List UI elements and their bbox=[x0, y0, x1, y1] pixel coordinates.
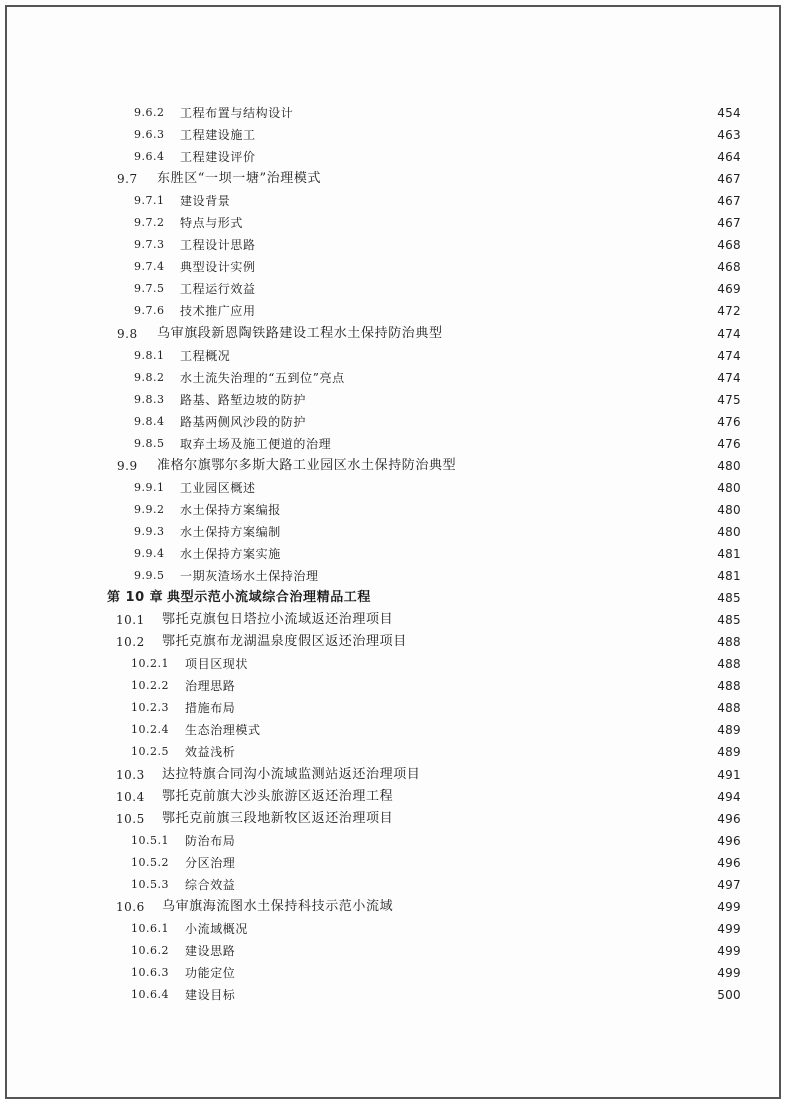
entry-title: 建设目标 bbox=[185, 988, 236, 1002]
entry-title: 准格尔旗鄂尔多斯大路工业园区水土保持防治典型 bbox=[157, 457, 457, 473]
entry-number: 9.9.4 bbox=[134, 547, 165, 560]
page-number: 496 bbox=[717, 833, 741, 848]
toc-entry bbox=[131, 719, 741, 741]
entry-title: 水土保持方案编制 bbox=[180, 524, 281, 539]
entry-title: 鄂托克前旗三段地新牧区返还治理项目 bbox=[162, 810, 394, 826]
page-number: 488 bbox=[717, 679, 741, 694]
entry-number: 10.2.3 bbox=[131, 701, 169, 715]
toc-entry bbox=[117, 323, 741, 345]
dot-leader bbox=[234, 345, 713, 367]
entry-title: 技术推广应用 bbox=[180, 304, 256, 319]
entry-title: 鄂托克前旗大沙头旅游区返还治理工程 bbox=[162, 788, 394, 804]
entry-title: 乌审旗段新恩陶铁路建设工程水土保持防治典型 bbox=[157, 325, 443, 341]
page-number: 481 bbox=[717, 569, 741, 584]
entry-number: 9.9.5 bbox=[134, 569, 165, 583]
entry-number: 10.5 bbox=[116, 811, 145, 826]
entry-number: 9.7.5 bbox=[134, 282, 165, 296]
toc-entry bbox=[134, 543, 741, 565]
toc-entry bbox=[131, 874, 741, 896]
toc-entry bbox=[134, 499, 741, 521]
page-number: 468 bbox=[717, 238, 741, 253]
entry-number: 10.2.2 bbox=[131, 679, 169, 693]
toc-entry bbox=[116, 896, 741, 918]
entry-title: 功能定位 bbox=[185, 965, 236, 980]
toc-entry bbox=[116, 786, 741, 808]
toc-entry bbox=[134, 411, 741, 433]
dot-leader bbox=[239, 984, 713, 1006]
entry-title: 鄂托克旗包日塔拉小流域返还治理项目 bbox=[162, 612, 394, 628]
page-number: 499 bbox=[717, 899, 741, 914]
entry-number: 9.8 bbox=[117, 326, 138, 341]
page-number: 491 bbox=[717, 767, 741, 782]
dot-leader bbox=[252, 918, 713, 940]
entry-title: 水土保持方案编报 bbox=[180, 502, 281, 517]
toc-entry bbox=[134, 433, 741, 455]
dot-leader bbox=[260, 300, 714, 322]
page-number: 467 bbox=[717, 172, 741, 187]
toc-entry bbox=[134, 124, 741, 146]
page-number: 476 bbox=[717, 414, 741, 429]
page-number: 474 bbox=[717, 326, 741, 341]
entry-number: 9.9.3 bbox=[134, 524, 165, 538]
entry-number: 9.6.4 bbox=[134, 150, 165, 164]
chapter-entry bbox=[107, 587, 741, 609]
dot-leader bbox=[310, 411, 713, 433]
page-number: 489 bbox=[717, 745, 741, 760]
toc-entry bbox=[116, 631, 741, 653]
toc-entry bbox=[131, 675, 741, 697]
dot-leader bbox=[325, 168, 713, 190]
entry-title: 路基、路堑边坡的防护 bbox=[180, 392, 307, 407]
dot-leader bbox=[239, 874, 713, 896]
entry-title: 工程设计思路 bbox=[180, 238, 256, 253]
entry-number: 9.7.2 bbox=[134, 216, 165, 230]
dot-leader bbox=[260, 278, 714, 300]
entry-number: 10.4 bbox=[116, 789, 145, 804]
dot-leader bbox=[239, 675, 713, 697]
entry-number: 9.8.3 bbox=[134, 392, 165, 406]
entry-title: 取弃土场及施工便道的治理 bbox=[180, 436, 332, 451]
toc-entry bbox=[134, 389, 741, 411]
page-number: 469 bbox=[717, 282, 741, 297]
page-number: 468 bbox=[717, 260, 741, 275]
entry-number: 9.8.5 bbox=[134, 436, 165, 450]
toc-entry bbox=[116, 764, 741, 786]
dot-leader bbox=[323, 565, 714, 587]
dot-leader bbox=[239, 852, 713, 874]
toc-entry bbox=[116, 808, 741, 830]
dot-leader bbox=[375, 587, 713, 609]
dot-leader bbox=[285, 543, 713, 565]
entry-number: 10.2.1 bbox=[131, 657, 169, 671]
dot-leader bbox=[260, 477, 714, 499]
page-number: 488 bbox=[717, 701, 741, 716]
toc-entry bbox=[131, 918, 741, 940]
page-number: 497 bbox=[717, 877, 741, 892]
entry-title: 乌审旗海流图水土保持科技示范小流域 bbox=[162, 898, 394, 914]
entry-number: 10.2.4 bbox=[131, 723, 169, 737]
dot-leader bbox=[447, 323, 714, 345]
toc-entry bbox=[134, 521, 741, 543]
entry-number: 9.7.4 bbox=[134, 260, 165, 274]
entry-title: 工程运行效益 bbox=[180, 282, 256, 297]
toc-entry bbox=[131, 653, 741, 675]
toc-entry bbox=[134, 345, 741, 367]
entry-number: 9.7.3 bbox=[134, 238, 165, 252]
entry-title: 典型示范小流域综合治理精品工程 bbox=[167, 590, 372, 606]
entry-title: 项目区现状 bbox=[185, 657, 249, 672]
entry-title: 工业园区概述 bbox=[180, 480, 256, 495]
page-number: 494 bbox=[717, 789, 741, 804]
dot-leader bbox=[239, 741, 713, 763]
page-number: 489 bbox=[717, 723, 741, 738]
page-number: 480 bbox=[717, 524, 741, 539]
toc-entry bbox=[131, 741, 741, 763]
page-number: 467 bbox=[717, 194, 741, 209]
entry-number: 10.5.2 bbox=[131, 855, 169, 869]
dot-leader bbox=[310, 389, 713, 411]
entry-title: 小流域概况 bbox=[185, 921, 249, 936]
dot-leader bbox=[349, 367, 714, 389]
page-number: 481 bbox=[717, 547, 741, 561]
toc-entry bbox=[134, 212, 741, 234]
entry-number: 10.2 bbox=[116, 635, 145, 650]
page-number: 474 bbox=[717, 370, 741, 385]
dot-leader bbox=[239, 962, 713, 984]
toc-entry bbox=[134, 190, 741, 212]
page-number: 454 bbox=[717, 106, 741, 120]
dot-leader bbox=[335, 433, 713, 455]
entry-number: 10.6.3 bbox=[131, 965, 169, 979]
dot-leader bbox=[424, 764, 713, 786]
entry-number: 10.6.4 bbox=[131, 988, 169, 1001]
dot-leader bbox=[260, 146, 714, 168]
entry-title: 工程建设评价 bbox=[180, 150, 256, 165]
entry-title: 效益浅析 bbox=[185, 745, 236, 760]
dot-leader bbox=[234, 190, 713, 212]
page-number: 463 bbox=[717, 128, 741, 143]
entry-number: 10.1 bbox=[116, 613, 145, 628]
dot-leader bbox=[397, 896, 713, 918]
entry-number: 9.6.3 bbox=[134, 128, 165, 142]
entry-title: 工程建设施工 bbox=[180, 128, 256, 143]
toc-entry bbox=[134, 234, 741, 256]
entry-number: 9.9 bbox=[117, 458, 138, 473]
dot-leader bbox=[260, 124, 714, 146]
dot-leader bbox=[285, 521, 713, 543]
entry-title: 达拉特旗合同沟小流域监测站返还治理项目 bbox=[162, 766, 421, 782]
page-number: 476 bbox=[717, 436, 741, 451]
toc-entry bbox=[131, 852, 741, 874]
dot-leader bbox=[397, 786, 713, 808]
page-number: 499 bbox=[717, 943, 741, 958]
entry-title: 工程布置与结构设计 bbox=[180, 106, 294, 120]
entry-title: 措施布局 bbox=[185, 701, 236, 716]
entry-number: 9.8.4 bbox=[134, 414, 165, 428]
entry-number: 9.9.1 bbox=[134, 480, 165, 494]
entry-number: 9.7.6 bbox=[134, 304, 165, 318]
page-number: 464 bbox=[717, 150, 741, 165]
entry-number: 9.9.2 bbox=[134, 502, 165, 516]
entry-number: 10.2.5 bbox=[131, 745, 169, 759]
entry-title: 建设思路 bbox=[185, 943, 236, 958]
entry-number: 9.8.1 bbox=[134, 348, 165, 362]
entry-title: 工程概况 bbox=[180, 348, 231, 363]
page-number: 488 bbox=[717, 635, 741, 650]
toc-entry bbox=[131, 984, 741, 1006]
toc-entry bbox=[117, 168, 741, 190]
page-number: 500 bbox=[717, 988, 741, 1002]
dot-leader bbox=[260, 256, 714, 278]
page-number: 480 bbox=[717, 502, 741, 517]
page-number: 480 bbox=[717, 458, 741, 473]
toc-entry bbox=[131, 697, 741, 719]
page-number: 496 bbox=[717, 855, 741, 870]
entry-title: 分区治理 bbox=[185, 855, 236, 870]
entry-number: 10.6 bbox=[116, 899, 145, 914]
entry-title: 典型设计实例 bbox=[180, 260, 256, 275]
entry-number: 10.6.1 bbox=[131, 921, 169, 935]
dot-leader bbox=[297, 102, 713, 124]
entry-title: 东胜区“一坝一塘”治理模式 bbox=[157, 171, 322, 187]
entry-title: 防治布局 bbox=[185, 833, 236, 848]
entry-number: 10.5.3 bbox=[131, 877, 169, 891]
entry-title: 综合效益 bbox=[185, 877, 236, 892]
entry-title: 水土保持方案实施 bbox=[180, 547, 281, 561]
dot-leader bbox=[397, 808, 713, 830]
entry-number: 9.6.2 bbox=[134, 106, 165, 119]
dot-leader bbox=[265, 719, 714, 741]
entry-title: 水土流失治理的“五到位”亮点 bbox=[180, 370, 345, 385]
page-number: 472 bbox=[717, 304, 741, 319]
dot-leader bbox=[239, 697, 713, 719]
dot-leader bbox=[260, 234, 714, 256]
page-number: 467 bbox=[717, 216, 741, 231]
page-number: 480 bbox=[717, 480, 741, 495]
toc-entry bbox=[116, 609, 741, 631]
toc-entry bbox=[117, 455, 741, 477]
page-number: 474 bbox=[717, 348, 741, 363]
page-number: 496 bbox=[717, 811, 741, 826]
entry-title: 路基两侧风沙段的防护 bbox=[180, 414, 307, 429]
entry-title: 生态治理模式 bbox=[185, 723, 261, 738]
page-number: 488 bbox=[717, 657, 741, 672]
dot-leader bbox=[247, 212, 713, 234]
entry-number: 10.3 bbox=[116, 767, 145, 782]
toc-entry bbox=[134, 146, 741, 168]
toc-entry bbox=[131, 830, 741, 852]
page-number: 499 bbox=[717, 965, 741, 980]
toc-entry bbox=[134, 300, 741, 322]
toc-entry bbox=[134, 477, 741, 499]
entry-title: 建设背景 bbox=[180, 194, 231, 209]
dot-leader bbox=[460, 455, 713, 477]
dot-leader bbox=[252, 653, 713, 675]
toc-entry bbox=[131, 940, 741, 962]
entry-number: 10.6.2 bbox=[131, 943, 169, 957]
entry-number: 9.7.1 bbox=[134, 194, 165, 208]
toc-entry bbox=[134, 278, 741, 300]
entry-title: 鄂托克旗布龙湖温泉度假区返还治理项目 bbox=[162, 634, 407, 650]
toc-entry bbox=[131, 962, 741, 984]
toc-entry bbox=[134, 256, 741, 278]
dot-leader bbox=[411, 631, 713, 653]
dot-leader bbox=[397, 609, 713, 631]
toc-entry bbox=[134, 367, 741, 389]
entry-number: 第 10 章 bbox=[107, 590, 164, 606]
entry-number: 9.7 bbox=[117, 172, 138, 187]
entry-title: 一期灰渣场水土保持治理 bbox=[180, 569, 319, 584]
page-number: 475 bbox=[717, 392, 741, 407]
page-number: 485 bbox=[717, 591, 741, 606]
entry-number: 10.5.1 bbox=[131, 833, 169, 847]
entry-title: 特点与形式 bbox=[180, 216, 244, 231]
page-number: 499 bbox=[717, 921, 741, 936]
dot-leader bbox=[285, 499, 713, 521]
dot-leader bbox=[239, 940, 713, 962]
entry-title: 治理思路 bbox=[185, 679, 236, 694]
dot-leader bbox=[239, 830, 713, 852]
toc-entry bbox=[134, 565, 741, 587]
entry-number: 9.8.2 bbox=[134, 370, 165, 384]
toc-entry bbox=[134, 102, 741, 124]
page-number: 485 bbox=[717, 613, 741, 628]
